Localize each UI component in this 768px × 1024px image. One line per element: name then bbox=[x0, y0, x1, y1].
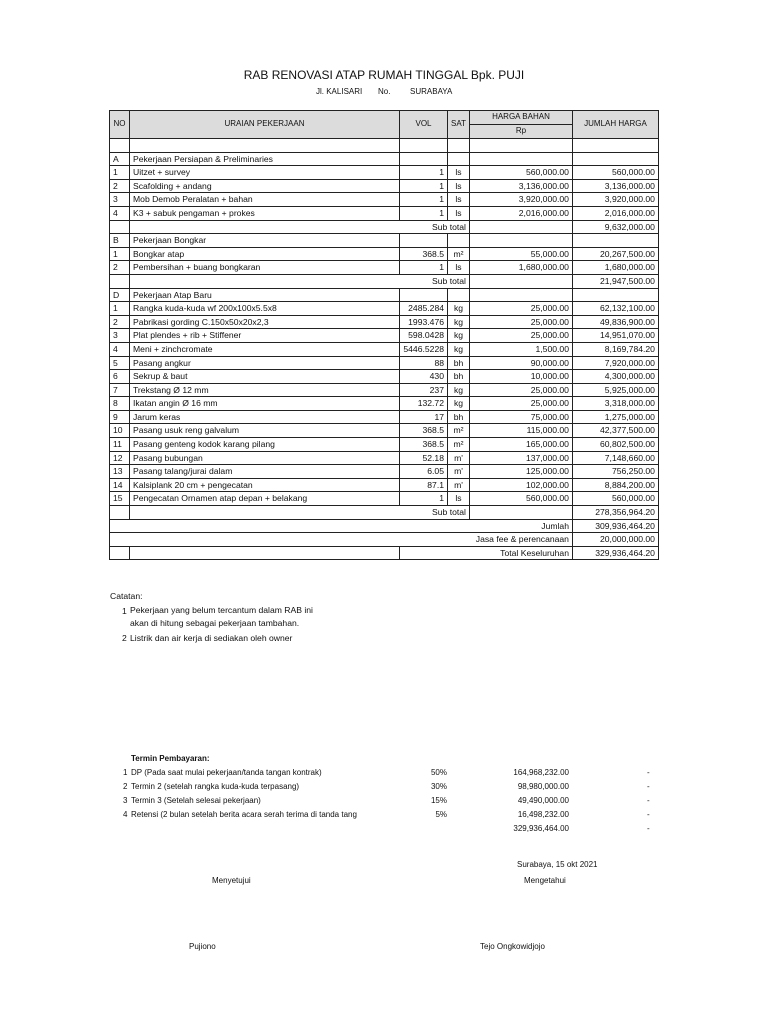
header-harga-bahan: HARGA BAHAN bbox=[469, 111, 572, 125]
item-price: 90,000.00 bbox=[469, 356, 572, 370]
item-sat: kg bbox=[448, 329, 470, 343]
item-total: 8,884,200.00 bbox=[572, 478, 658, 492]
item-desc: Pabrikasi gording C.150x50x20x2,3 bbox=[130, 315, 400, 329]
item-total: 42,377,500.00 bbox=[572, 424, 658, 438]
section-a-row bbox=[110, 152, 659, 166]
note-line: Pekerjaan yang belum tercantum dalam RAB ini bbox=[130, 605, 313, 615]
item-price: 102,000.00 bbox=[469, 478, 572, 492]
spacer-row bbox=[110, 139, 659, 153]
item-vol: 368.5 bbox=[400, 438, 448, 452]
item-vol: 1 bbox=[400, 261, 448, 275]
table-row bbox=[110, 438, 659, 452]
item-no: 1 bbox=[110, 247, 130, 261]
item-vol: 1 bbox=[400, 193, 448, 207]
header-jumlah-harga: JUMLAH HARGA bbox=[572, 111, 658, 139]
section-code: A bbox=[110, 152, 130, 166]
item-vol: 6.05 bbox=[400, 465, 448, 479]
item-no: 4 bbox=[110, 342, 130, 356]
right-signer-role: Mengetahui bbox=[524, 876, 566, 885]
item-no: 10 bbox=[110, 424, 130, 438]
termin-amount: 49,490,000.00 bbox=[517, 796, 569, 805]
item-desc: Pasang usuk reng galvalum bbox=[130, 424, 400, 438]
subtotal-row bbox=[110, 274, 659, 288]
item-sat: bh bbox=[448, 410, 470, 424]
note-number: 2 bbox=[122, 633, 127, 643]
item-sat: m' bbox=[448, 478, 470, 492]
subtotal-row bbox=[110, 506, 659, 520]
termin-pct: 5% bbox=[435, 810, 447, 819]
item-price: 25,000.00 bbox=[469, 302, 572, 316]
item-desc: Pembersihan + buang bongkaran bbox=[130, 261, 400, 275]
item-desc: Kalsiplank 20 cm + pengecatan bbox=[130, 478, 400, 492]
header-rp: Rp bbox=[469, 125, 572, 139]
note-line: Listrik dan air kerja di sediakan oleh owner bbox=[130, 633, 293, 643]
item-total: 7,148,660.00 bbox=[572, 451, 658, 465]
subtotal-label: Sub total bbox=[130, 220, 470, 234]
table-row bbox=[110, 247, 659, 261]
termin-dash: - bbox=[647, 768, 650, 777]
item-total: 62,132,100.00 bbox=[572, 302, 658, 316]
jumlah-value: 309,936,464.20 bbox=[572, 519, 658, 533]
item-sat: ls bbox=[448, 166, 470, 180]
table-row bbox=[110, 302, 659, 316]
section-title: Pekerjaan Atap Baru bbox=[130, 288, 400, 302]
item-total: 3,318,000.00 bbox=[572, 397, 658, 411]
item-sat: m² bbox=[448, 424, 470, 438]
item-sat: m' bbox=[448, 465, 470, 479]
table-row bbox=[110, 206, 659, 220]
item-total: 49,836,900.00 bbox=[572, 315, 658, 329]
item-sat: ls bbox=[448, 206, 470, 220]
subtotal-row bbox=[110, 220, 659, 234]
total-row bbox=[110, 546, 659, 560]
termin-no: 3 bbox=[123, 796, 128, 805]
total-label: Total Keseluruhan bbox=[400, 546, 573, 560]
section-d-row bbox=[110, 288, 659, 302]
termin-dash: - bbox=[647, 796, 650, 805]
item-vol: 88 bbox=[400, 356, 448, 370]
item-sat: ls bbox=[448, 179, 470, 193]
termin-pct: 50% bbox=[430, 768, 447, 777]
item-price: 560,000.00 bbox=[469, 492, 572, 506]
item-desc: Meni + zinchcromate bbox=[130, 342, 400, 356]
jasa-label: Jasa fee & perencanaan bbox=[110, 533, 573, 547]
item-no: 3 bbox=[110, 193, 130, 207]
termin-desc: Retensi (2 bulan setelah berita acara serah terima di tanda tang bbox=[131, 810, 357, 819]
item-no: 14 bbox=[110, 478, 130, 492]
termin-desc: DP (Pada saat mulai pekerjaan/tanda tangan kontrak) bbox=[131, 768, 322, 777]
item-price: 115,000.00 bbox=[469, 424, 572, 438]
address-no-label: No. bbox=[378, 87, 391, 96]
item-vol: 1993.476 bbox=[400, 315, 448, 329]
table-row bbox=[110, 261, 659, 275]
item-price: 3,920,000.00 bbox=[469, 193, 572, 207]
item-desc: Pasang genteng kodok karang pilang bbox=[130, 438, 400, 452]
item-no: 2 bbox=[110, 179, 130, 193]
termin-total-dash: - bbox=[647, 824, 650, 833]
item-vol: 1 bbox=[400, 492, 448, 506]
item-desc: Pengecatan Ornamen atap depan + belakang bbox=[130, 492, 400, 506]
section-code: B bbox=[110, 234, 130, 248]
subtotal-value: 21,947,500.00 bbox=[572, 274, 658, 288]
termin-amount: 98,980,000.00 bbox=[517, 782, 569, 791]
header-uraian: URAIAN PEKERJAAN bbox=[130, 111, 400, 139]
item-no: 8 bbox=[110, 397, 130, 411]
item-price: 3,136,000.00 bbox=[469, 179, 572, 193]
item-price: 137,000.00 bbox=[469, 451, 572, 465]
item-price: 10,000.00 bbox=[469, 370, 572, 384]
section-code: D bbox=[110, 288, 130, 302]
item-sat: kg bbox=[448, 302, 470, 316]
item-total: 2,016,000.00 bbox=[572, 206, 658, 220]
item-vol: 1 bbox=[400, 179, 448, 193]
item-sat: kg bbox=[448, 315, 470, 329]
address-city: SURABAYA bbox=[410, 87, 453, 96]
item-total: 7,920,000.00 bbox=[572, 356, 658, 370]
item-vol: 430 bbox=[400, 370, 448, 384]
item-no: 13 bbox=[110, 465, 130, 479]
item-desc: K3 + sabuk pengaman + prokes bbox=[130, 206, 400, 220]
rab-table bbox=[109, 110, 659, 560]
item-total: 8,169,784.20 bbox=[572, 342, 658, 356]
item-price: 560,000.00 bbox=[469, 166, 572, 180]
item-sat: bh bbox=[448, 370, 470, 384]
item-vol: 2485.284 bbox=[400, 302, 448, 316]
item-vol: 1 bbox=[400, 166, 448, 180]
total-value: 329,936,464.20 bbox=[572, 546, 658, 560]
item-total: 3,920,000.00 bbox=[572, 193, 658, 207]
item-no: 2 bbox=[110, 261, 130, 275]
termin-pct: 30% bbox=[430, 782, 447, 791]
item-sat: bh bbox=[448, 356, 470, 370]
item-no: 11 bbox=[110, 438, 130, 452]
item-desc: Jarum keras bbox=[130, 410, 400, 424]
subtotal-value: 278,356,964.20 bbox=[572, 506, 658, 520]
item-desc: Pasang angkur bbox=[130, 356, 400, 370]
header-no: NO bbox=[110, 111, 130, 139]
jasa-row bbox=[110, 533, 659, 547]
termin-no: 2 bbox=[123, 782, 128, 791]
item-price: 75,000.00 bbox=[469, 410, 572, 424]
item-total: 1,275,000.00 bbox=[572, 410, 658, 424]
note-line: akan di hitung sebagai pekerjaan tambahan. bbox=[130, 618, 300, 628]
termin-no: 1 bbox=[123, 768, 128, 777]
item-no: 15 bbox=[110, 492, 130, 506]
item-vol: 368.5 bbox=[400, 424, 448, 438]
item-price: 1,500.00 bbox=[469, 342, 572, 356]
item-no: 12 bbox=[110, 451, 130, 465]
item-no: 3 bbox=[110, 329, 130, 343]
item-vol: 132.72 bbox=[400, 397, 448, 411]
table-row bbox=[110, 342, 659, 356]
termin-dash: - bbox=[647, 810, 650, 819]
item-vol: 1 bbox=[400, 206, 448, 220]
subtotal-label: Sub total bbox=[130, 506, 470, 520]
header-sat: SAT bbox=[448, 111, 470, 139]
item-no: 4 bbox=[110, 206, 130, 220]
item-total: 20,267,500.00 bbox=[572, 247, 658, 261]
item-desc: Trekstang Ø 12 mm bbox=[130, 383, 400, 397]
item-desc: Plat plendes + rib + Stiffener bbox=[130, 329, 400, 343]
item-no: 5 bbox=[110, 356, 130, 370]
subtotal-value: 9,632,000.00 bbox=[572, 220, 658, 234]
document-title: RAB RENOVASI ATAP RUMAH TINGGAL Bpk. PUJI bbox=[243, 68, 525, 82]
item-sat: kg bbox=[448, 342, 470, 356]
address-label: Jl. KALISARI bbox=[316, 87, 363, 96]
termin-amount: 164,968,232.00 bbox=[513, 768, 569, 777]
item-no: 6 bbox=[110, 370, 130, 384]
item-no: 1 bbox=[110, 166, 130, 180]
item-sat: m² bbox=[448, 247, 470, 261]
item-sat: m² bbox=[448, 438, 470, 452]
item-desc: Rangka kuda-kuda wf 200x100x5.5x8 bbox=[130, 302, 400, 316]
item-price: 55,000.00 bbox=[469, 247, 572, 261]
right-signer-name: Tejo Ongkowidjojo bbox=[480, 942, 545, 951]
section-title: Pekerjaan Bongkar bbox=[130, 234, 400, 248]
section-title: Pekerjaan Persiapan & Preliminaries bbox=[130, 152, 400, 166]
left-signer-name: Pujiono bbox=[189, 942, 216, 951]
termin-desc: Termin 2 (setelah rangka kuda-kuda terpasang) bbox=[131, 782, 300, 791]
notes-heading: Catatan: bbox=[110, 591, 143, 601]
table-row bbox=[110, 193, 659, 207]
item-sat: ls bbox=[448, 261, 470, 275]
item-price: 2,016,000.00 bbox=[469, 206, 572, 220]
item-desc: Bongkar atap bbox=[130, 247, 400, 261]
item-price: 165,000.00 bbox=[469, 438, 572, 452]
table-row bbox=[110, 166, 659, 180]
item-vol: 87.1 bbox=[400, 478, 448, 492]
termin-no: 4 bbox=[123, 810, 128, 819]
termin-desc: Termin 3 (Setelah selesai pekerjaan) bbox=[131, 796, 261, 805]
item-desc: Pasang talang/jurai dalam bbox=[130, 465, 400, 479]
item-price: 25,000.00 bbox=[469, 329, 572, 343]
left-signer-role: Menyetujui bbox=[212, 876, 251, 885]
item-no: 9 bbox=[110, 410, 130, 424]
item-vol: 17 bbox=[400, 410, 448, 424]
section-b-row bbox=[110, 234, 659, 248]
termin-heading: Termin Pembayaran: bbox=[131, 754, 210, 763]
item-no: 1 bbox=[110, 302, 130, 316]
table-row bbox=[110, 179, 659, 193]
table-row bbox=[110, 356, 659, 370]
item-price: 25,000.00 bbox=[469, 315, 572, 329]
item-desc: Mob Demob Peralatan + bahan bbox=[130, 193, 400, 207]
item-desc: Uitzet + survey bbox=[130, 166, 400, 180]
note-number: 1 bbox=[122, 606, 127, 616]
table-row bbox=[110, 370, 659, 384]
item-price: 1,680,000.00 bbox=[469, 261, 572, 275]
item-total: 1,680,000.00 bbox=[572, 261, 658, 275]
place-date: Surabaya, 15 okt 2021 bbox=[517, 860, 598, 869]
item-price: 125,000.00 bbox=[469, 465, 572, 479]
table-row bbox=[110, 397, 659, 411]
item-total: 3,136,000.00 bbox=[572, 179, 658, 193]
item-sat: m' bbox=[448, 451, 470, 465]
item-total: 560,000.00 bbox=[572, 492, 658, 506]
termin-total: 329,936,464.00 bbox=[513, 824, 569, 833]
table-row bbox=[110, 315, 659, 329]
subtotal-label: Sub total bbox=[130, 274, 470, 288]
item-price: 25,000.00 bbox=[469, 383, 572, 397]
table-row bbox=[110, 329, 659, 343]
item-sat: ls bbox=[448, 193, 470, 207]
item-vol: 5446.5228 bbox=[400, 342, 448, 356]
table-row bbox=[110, 383, 659, 397]
termin-amount: 16,498,232.00 bbox=[517, 810, 569, 819]
table-header-row-1 bbox=[110, 111, 659, 125]
item-vol: 368.5 bbox=[400, 247, 448, 261]
item-total: 4,300,000.00 bbox=[572, 370, 658, 384]
item-total: 560,000.00 bbox=[572, 166, 658, 180]
jumlah-row bbox=[110, 519, 659, 533]
termin-pct: 15% bbox=[430, 796, 447, 805]
item-total: 14,951,070.00 bbox=[572, 329, 658, 343]
table-row bbox=[110, 478, 659, 492]
item-total: 756,250.00 bbox=[572, 465, 658, 479]
item-total: 5,925,000.00 bbox=[572, 383, 658, 397]
termin-dash: - bbox=[647, 782, 650, 791]
item-desc: Ikatan angin Ø 16 mm bbox=[130, 397, 400, 411]
table-row bbox=[110, 465, 659, 479]
item-vol: 237 bbox=[400, 383, 448, 397]
header-vol: VOL bbox=[400, 111, 448, 139]
table-row bbox=[110, 410, 659, 424]
item-price: 25,000.00 bbox=[469, 397, 572, 411]
item-desc: Scafolding + andang bbox=[130, 179, 400, 193]
table-row bbox=[110, 424, 659, 438]
jasa-value: 20,000,000.00 bbox=[572, 533, 658, 547]
item-sat: kg bbox=[448, 397, 470, 411]
item-no: 2 bbox=[110, 315, 130, 329]
jumlah-label: Jumlah bbox=[110, 519, 573, 533]
table-row bbox=[110, 492, 659, 506]
item-no: 7 bbox=[110, 383, 130, 397]
item-sat: ls bbox=[448, 492, 470, 506]
item-desc: Pasang bubungan bbox=[130, 451, 400, 465]
item-vol: 52.18 bbox=[400, 451, 448, 465]
item-total: 60,802,500.00 bbox=[572, 438, 658, 452]
table-row bbox=[110, 451, 659, 465]
item-sat: kg bbox=[448, 383, 470, 397]
item-vol: 598.0428 bbox=[400, 329, 448, 343]
item-desc: Sekrup & baut bbox=[130, 370, 400, 384]
